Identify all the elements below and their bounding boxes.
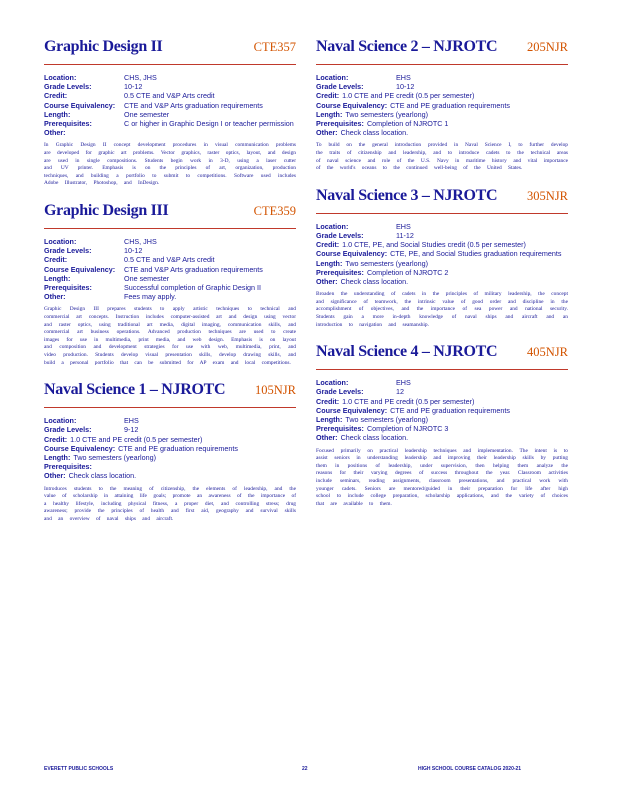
other-value <box>124 128 296 137</box>
grades-value: 12 <box>396 387 404 397</box>
course-code: 105NJR <box>255 383 296 398</box>
credit-label: Credit: <box>44 255 68 265</box>
prereq-value: Completion of NJROTC 3 <box>366 424 449 434</box>
grades-value: 9-12 <box>124 425 139 435</box>
prereq-label: Prerequisites: <box>44 462 92 472</box>
course-title: Naval Science 4 – NJROTC <box>316 343 498 361</box>
grades-label: Grade Levels: <box>316 387 364 397</box>
prereq-label: Prerequisites: <box>316 424 364 434</box>
length-label: Length: <box>316 258 343 268</box>
length-label: Length: <box>44 452 71 462</box>
equiv-label: Course Equivalency: <box>316 249 388 259</box>
location-value: EHS <box>396 221 411 231</box>
course-title: Graphic Design III <box>44 201 169 219</box>
location-label: Location: <box>316 221 349 231</box>
other-value: Check class location. <box>68 471 137 481</box>
equiv-value: CTE and V&P Arts graduation requirements <box>124 264 263 274</box>
credit-value: 0.5 CTE and V&P Arts credit <box>124 255 215 265</box>
footer-page-number: 22 <box>302 766 308 772</box>
length-value: Two semesters (yearlong) <box>73 452 157 462</box>
course-title: Naval Science 2 – NJROTC <box>316 38 498 55</box>
course-title: Naval Science 1 – NJROTC <box>44 381 226 399</box>
grades-value: 10-12 <box>124 246 143 256</box>
grades-label: Grade Levels: <box>44 246 92 256</box>
location-label: Location: <box>316 73 349 82</box>
location-value: CHS, JHS <box>124 73 157 82</box>
grades-value: 10-12 <box>396 82 415 92</box>
prereq-label: Prerequisites: <box>44 283 92 292</box>
other-label: Other: <box>44 292 66 302</box>
credit-label: Credit: <box>316 396 340 406</box>
credit-label: Credit: <box>316 91 340 101</box>
course-code: 405NJR <box>527 345 568 360</box>
course-header <box>44 381 296 408</box>
course-description: In Graphic Design II concept development procedures in visual communication problems are developed for graphic art problems. Vector graphics, raster optics, layout, and design are used in single compositions. Students begin work in 3-D, using a laser cutter and UV printer. Emphasis is on the principles of art, organization, production techniques, and building a portfolio to submit to competitions. Software used includes Adobe Illustrator, Photoshop, and InDesign. <box>44 142 296 187</box>
equiv-value: CTE, PE, and Social Studies graduation requirements <box>390 249 562 259</box>
page-footer <box>44 766 574 774</box>
course-code: 305NJR <box>527 188 568 203</box>
equiv-value: CTE and V&P Arts graduation requirements <box>124 100 263 110</box>
credit-value: 1.0 CTE, PE, and Social Studies credit (0.5 per semester) <box>342 240 526 250</box>
equiv-value: CTE and PE graduation requirements <box>390 100 510 110</box>
course-code: 205NJR <box>527 40 568 54</box>
prereq-value: C or higher in Graphic Design I or teacher permission <box>124 119 294 129</box>
prereq-value: Completion of NJROTC 1 <box>366 119 449 129</box>
course-description: Broaden the understanding of cadets in the principles of military leadership, the concept and significance of teamwork, the intrinsic value of good order and discipline in the accomplishment of objectives, and the importance of sea power and national security. Students gain a more in-depth knowledge of naval ships and aircraft and an introduction to navigation and seamanship. <box>316 291 568 328</box>
footer-guide-title: HIGH SCHOOL COURSE CATALOG 2020-21 <box>418 766 522 772</box>
location-value: EHS <box>124 416 139 426</box>
length-value: One semester <box>124 109 170 119</box>
length-label: Length: <box>316 109 343 119</box>
grades-label: Grade Levels: <box>44 82 92 92</box>
length-label: Length: <box>44 273 71 283</box>
course-description: Introduces students to the meaning of citizenship, the elements of leadership, and the value of scholarship in attaining life goals; promote an awareness of the importance of a healthy lifestyle, including physical fitness, a proper diet, and controlling stress; drug awareness; provide the principles of health and first aid, geography and survival skills and an overview of naval ships and aircraft. <box>44 485 296 522</box>
course-graphic-design-2 <box>44 38 296 188</box>
course-code: CTE359 <box>253 203 296 218</box>
credit-label: Credit: <box>316 240 340 250</box>
course-naval-science-1 <box>44 381 296 523</box>
course-header <box>316 38 568 65</box>
course-fields <box>44 237 296 301</box>
location-value: EHS <box>396 378 411 388</box>
course-header <box>316 187 568 214</box>
credit-label: Credit: <box>44 434 68 444</box>
credit-value: 1.0 CTE and PE credit (0.5 per semester) <box>70 434 203 444</box>
course-fields <box>316 73 568 137</box>
course-naval-science-3 <box>316 187 568 329</box>
course-fields <box>316 378 568 442</box>
credit-label: Credit: <box>44 91 68 101</box>
left-column <box>44 38 296 538</box>
grades-label: Grade Levels: <box>316 231 364 240</box>
length-label: Length: <box>316 415 343 424</box>
location-label: Location: <box>316 378 349 388</box>
location-value: EHS <box>396 73 411 82</box>
grades-label: Grade Levels: <box>44 425 92 435</box>
grades-value: 11-12 <box>396 231 414 240</box>
prereq-label: Prerequisites: <box>316 119 364 129</box>
length-value: Two semesters (yearlong) <box>345 109 429 119</box>
length-value: One semester <box>124 273 170 283</box>
prereq-value: Completion of NJROTC 2 <box>366 267 449 277</box>
right-column <box>316 38 568 522</box>
course-naval-science-4 <box>316 343 568 508</box>
course-fields <box>44 73 296 137</box>
prereq-value <box>95 462 296 471</box>
other-label: Other: <box>316 433 338 443</box>
prereq-label: Prerequisites: <box>316 267 364 277</box>
location-label: Location: <box>44 236 77 246</box>
course-fields <box>316 222 568 286</box>
course-title: Naval Science 3 – NJROTC <box>316 186 498 204</box>
course-description: Graphic Design III prepares students to apply artistic techniques to technical and commercial art concepts. Instruction includes computer-assisted art and design using vector and raster optics, using traditional art media, digital imaging, communication skills, and commercial art business operations. Advanced production techniques are used to create images for use in multimedia, print media, and web design. Emphasis is on layout and composition and development strategies for use with web, multimedia, print, and video production. Students develop visual presentation skills, develop drawing skills, and build a personal portfolio that can be submitted for AP exam and local competitions. <box>44 306 296 366</box>
length-value: Two semesters (yearlong) <box>345 415 429 424</box>
other-value: Check class location. <box>340 277 409 287</box>
other-value: Check class location. <box>340 433 409 443</box>
other-label: Other: <box>316 277 338 287</box>
course-fields <box>44 416 296 480</box>
course-code: CTE357 <box>253 40 296 54</box>
credit-value: 1.0 CTE and PE credit (0.5 per semester) <box>342 91 475 101</box>
course-graphic-design-3 <box>44 202 296 367</box>
equiv-label: Course Equivalency: <box>44 443 116 453</box>
equiv-value: CTE and PE graduation requirements <box>390 405 510 415</box>
equiv-label: Course Equivalency: <box>316 405 388 415</box>
footer-district: EVERETT PUBLIC SCHOOLS <box>44 766 114 772</box>
equiv-label: Course Equivalency: <box>44 264 116 274</box>
grades-value: 10-12 <box>124 82 143 92</box>
equiv-label: Course Equivalency: <box>44 100 116 110</box>
location-label: Location: <box>44 416 77 426</box>
credit-value: 1.0 CTE and PE credit (0.5 per semester) <box>342 396 475 406</box>
course-description: To build on the general introduction provided in Naval Science I, to further develop the traits of citizenship and leadership, and to introduce cadets to the technical areas of naval science and role of the U.S. Navy in maritime history and vital importance of the world's oceans to the continued well-being of the United States. <box>316 142 568 172</box>
other-label: Other: <box>44 471 66 481</box>
grades-label: Grade Levels: <box>316 82 364 92</box>
location-value: CHS, JHS <box>124 236 157 246</box>
length-label: Length: <box>44 109 71 119</box>
other-value: Check class location. <box>340 128 409 138</box>
course-header <box>44 202 296 229</box>
other-label: Other: <box>44 128 66 138</box>
equiv-label: Course Equivalency: <box>316 100 388 110</box>
prereq-value: Successful completion of Graphic Design II <box>124 283 262 292</box>
location-label: Location: <box>44 73 77 82</box>
credit-value: 0.5 CTE and V&P Arts credit <box>124 91 215 101</box>
course-title: Graphic Design II <box>44 38 163 55</box>
prereq-label: Prerequisites: <box>44 119 92 129</box>
other-value: Fees may apply. <box>124 292 177 302</box>
length-value: Two semesters (yearlong) <box>345 258 429 268</box>
equiv-value: CTE and PE graduation requirements <box>118 443 238 453</box>
course-naval-science-2 <box>316 38 568 173</box>
course-header <box>316 343 568 370</box>
other-label: Other: <box>316 128 338 138</box>
course-description: Focused primarily on practical leadership techniques and implementation. The intent is to assist seniors in understanding leadership and improving their leadership skills by putting them in positions of leadership, under supervision, then helping them analyze the reasons for their varying degrees of success throughout the year. Classroom activities include seminars, reading assignments, classroom presentations, and practical work with younger cadets. Seniors are mentored/guided in their preparation for life after high school to include college preparation, scholarship applications, and the variety of choices that are available to them. <box>316 447 568 507</box>
course-header <box>44 38 296 65</box>
